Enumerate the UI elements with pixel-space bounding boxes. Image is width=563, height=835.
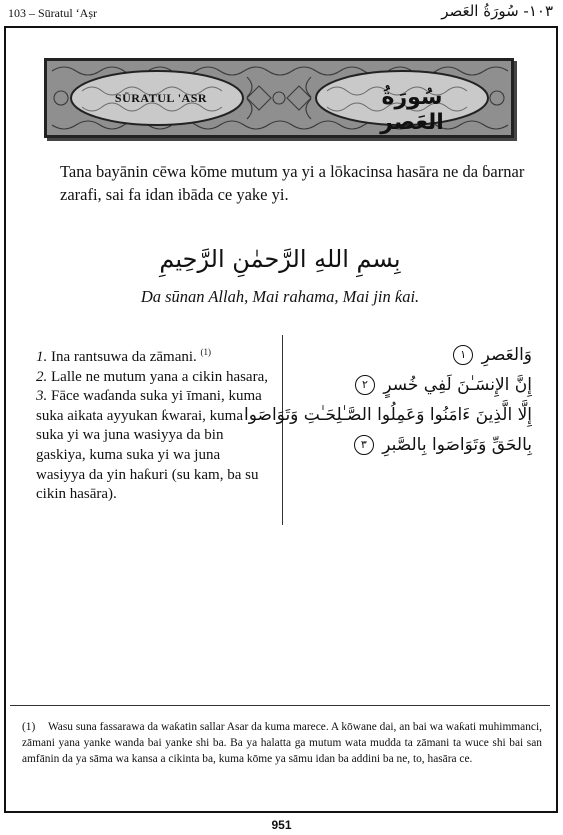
- ayah-marker-icon: ٢: [355, 375, 375, 395]
- verse-translation: [33, 368, 273, 388]
- column-divider: [282, 335, 283, 525]
- ayah-marker-icon: ١: [453, 345, 473, 365]
- bismillah-translation: Da sūnan Allah, Mai rahama, Mai jin ƙai.: [140, 287, 420, 306]
- footnote-text: Wasu suna fassarawa da waƙatin sallar Asar da kuma marece. A kōwane dai, an bai wa waƙati muhimmanci, zāmani yana yanke wanda bai yanke shi ba. Ba ya halatta ga mutum wata mudda ta zāmani ta wuce shi bai san amfānin da ya sāma wa kansa a cikinta ba, kuma kōme ya sāmu idan ba addini ba ne, to, hasāra ce.: [22, 721, 542, 765]
- footnote-mark: (1): [22, 721, 36, 733]
- surah-banner: [44, 58, 514, 138]
- running-header-left: 103 – Sūratul ʻAṣr: [8, 6, 97, 20]
- verse-number: 2.: [36, 368, 48, 385]
- arabic-verse-line: [292, 430, 532, 460]
- footnote-reference: (1): [200, 347, 212, 357]
- verse-number: 1.: [36, 349, 48, 365]
- ayah-marker-icon: ٣: [354, 435, 374, 455]
- surah-introduction: Tana bayānin cēwa kōme mutum ya yi a lōkacinsa hasāra ne da ɓarnar zarafi, sai fa idan ibāda ce yake yi.: [60, 162, 525, 204]
- verse-translation: [33, 387, 273, 505]
- arabic-verse-text: بِالحَقِّ وَتَوَاصَوا بِالصَّبرِ: [382, 435, 532, 455]
- verse-text: Ina rantsuwa da zāmani.: [51, 349, 197, 365]
- verse-text: Lalle ne mutum yana a cikin hasara,: [51, 368, 268, 385]
- page-number: 951: [271, 818, 292, 832]
- arabic-verse-text: إِنَّ الإِنسَـٰنَ لَفِي خُسرٍ: [383, 375, 532, 395]
- verse-text: Fāce waɗanda suka yi īmani, kuma suka aikata ayyukan ƙwarai, kuma suka yi wa juna wasiyya da bin gaskiya, kuma suka yi wa juna wasiyya da yin haƙuri (su kam, ba su cikin hasāra).: [36, 388, 262, 503]
- translation-column: [33, 343, 273, 505]
- footnote-divider: [10, 705, 550, 706]
- verse-translation: [33, 343, 273, 368]
- arabic-verse-line: [292, 340, 532, 370]
- verse-number: 3.: [36, 388, 48, 405]
- arabic-verse-text: وَالعَصرِ: [481, 345, 532, 365]
- footnote: [22, 719, 542, 767]
- arabic-verse-text: إِلَّا الَّذِينَ ءَامَنُوا وَعَمِلُوا الصَّـٰلِحَـٰتِ وَتَوَاصَوا: [244, 405, 532, 425]
- arabic-column: [244, 340, 532, 460]
- bismillah-arabic: بِسمِ اللهِ الرَّحمٰنِ الرَّحِيمِ: [159, 245, 401, 273]
- surah-title-latin: SŪRATUL 'ASR: [114, 91, 208, 105]
- arabic-verse-line: [244, 400, 532, 430]
- running-header-right: ١٠٣- سُورَةُ العَصر: [441, 2, 553, 20]
- surah-title-arabic: سُورَةُ العَصر: [380, 85, 444, 135]
- arabic-verse-line: [292, 370, 532, 400]
